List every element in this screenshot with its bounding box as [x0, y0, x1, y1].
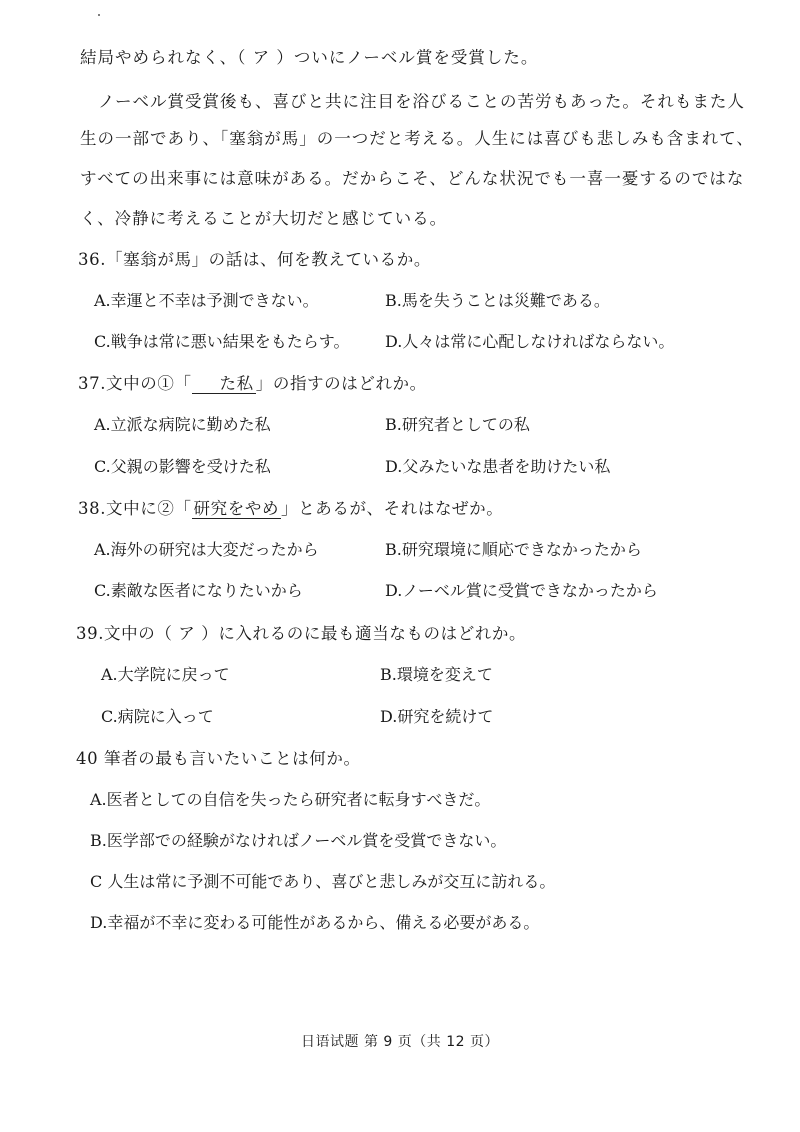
option-d[interactable]: D.ノーベル賞に受賞できなかったから: [385, 581, 658, 600]
scan-speck: [98, 14, 100, 16]
option-d[interactable]: D.父みたいな患者を助けたい私: [385, 457, 611, 476]
option-a[interactable]: A.幸運と不幸は予測できない。: [94, 291, 319, 310]
option-c[interactable]: C.病院に入って: [101, 707, 214, 726]
question-stem: 39.文中の（ ア ）に入れるのに最も適当なものはどれか。: [76, 624, 527, 643]
passage-line: 生の一部であり、「塞翁が馬」の一つだと考える。人生には喜びも悲しみも含まれて、: [80, 129, 754, 148]
option-d[interactable]: D.人々は常に心配しなければならない。: [385, 332, 675, 351]
option-b[interactable]: B.馬を失うことは災難である。: [385, 291, 610, 310]
option-a[interactable]: A.立派な病院に勤めた私: [94, 415, 271, 434]
option-c[interactable]: C.父親の影響を受けた私: [94, 457, 271, 476]
question-stem: [78, 370, 427, 394]
option-c[interactable]: C 人生は常に予測不可能であり、喜びと悲しみが交互に訪れる。: [90, 872, 556, 891]
option-d[interactable]: D.研究を続けて: [380, 707, 494, 726]
question-stem: 36.「塞翁が馬」の話は、何を教えているか。: [78, 250, 431, 269]
underlined-phrase: 研究をやめ: [193, 499, 280, 518]
question-stem-prefix: 38.文中に②「: [78, 499, 192, 518]
passage-line: く、冷静に考えることが大切だと感じている。: [80, 209, 448, 228]
option-b[interactable]: B.医学部での経験がなければノーベル賞を受賞できない。: [90, 831, 507, 850]
question-stem-prefix: 37.文中の①「: [78, 374, 192, 393]
question-stem-suffix: 」の指すのはどれか。: [255, 374, 427, 393]
question-stem: [78, 495, 503, 519]
page-footer: 日语试题 第 9 页（共 12 页）: [301, 1034, 499, 1050]
option-a[interactable]: A.医者としての自信を失ったら研究者に転身すべきだ。: [90, 790, 491, 809]
option-c[interactable]: C.素敵な医者になりたいから: [94, 581, 303, 600]
passage-line: ノーベル賞受賞後も、喜びと共に注目を浴びることの苦労もあった。それもまた人: [98, 92, 745, 111]
option-b[interactable]: B.研究環境に順応できなかったから: [385, 540, 642, 559]
option-b[interactable]: B.環境を変えて: [380, 665, 493, 684]
option-a[interactable]: A.海外の研究は大変だったから: [94, 540, 319, 559]
question-stem: 40 筆者の最も言いたいことは何か。: [76, 749, 361, 768]
option-d[interactable]: D.幸福が不幸に変わる可能性があるから、備える必要がある。: [90, 913, 540, 932]
option-b[interactable]: B.研究者としての私: [385, 415, 530, 434]
underlined-phrase: た私: [192, 374, 256, 394]
option-c[interactable]: C.戦争は常に悪い結果をもたらす。: [94, 332, 350, 351]
passage-line: 結局やめられなく、（ ア ）ついにノーベル賞を受賞した。: [80, 48, 539, 67]
question-stem-suffix: 」とあるが、それはなぜか。: [281, 499, 504, 518]
passage-line: すべての出来事には意味がある。だからこそ、どんな状況でも一喜一憂するのではな: [80, 169, 745, 188]
option-a[interactable]: A.大学院に戻って: [101, 665, 230, 684]
